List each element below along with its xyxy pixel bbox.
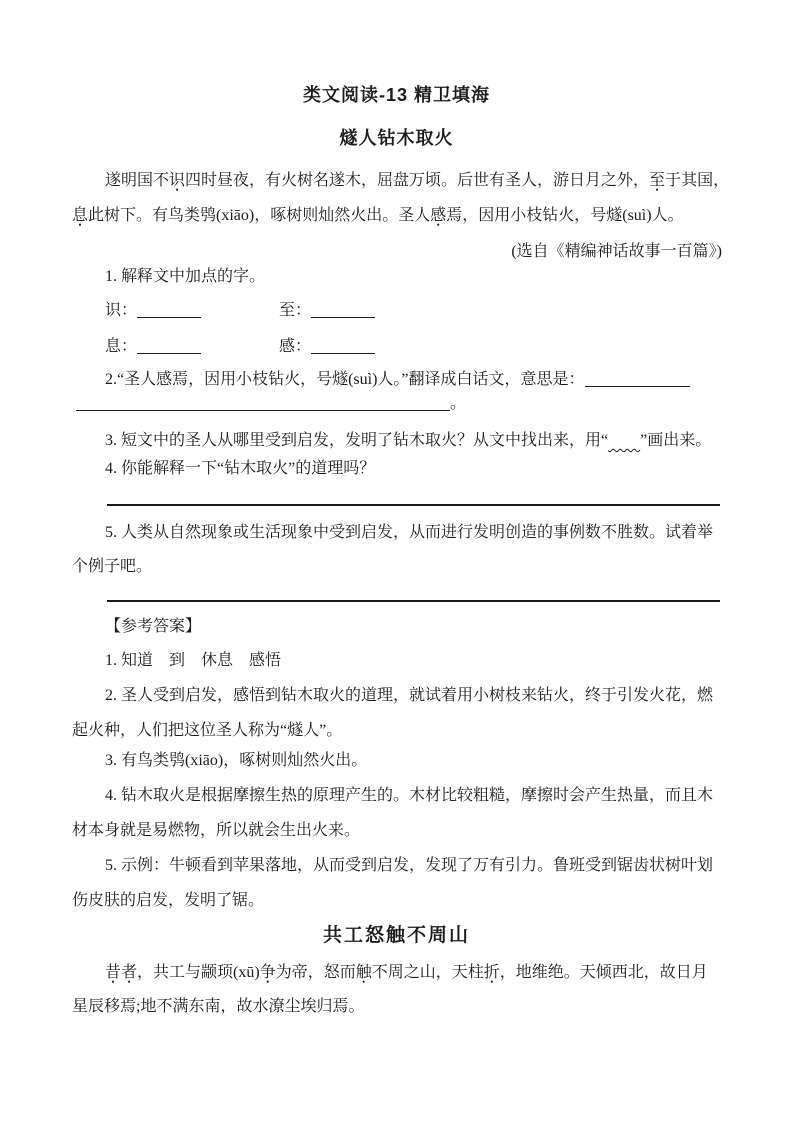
doc-title: 类文阅读-13 精卫填海 — [302, 85, 491, 105]
answer1: 1. 知道 到 休息 感悟 — [105, 652, 282, 669]
answer2-line2: 起火种，人们把这位圣人称为“燧人”。 — [72, 722, 343, 739]
question1-row1: 识： 至： — [105, 300, 375, 322]
question3: 3. 短文中的圣人从哪里受到启发，发明了钻木取火？从文中找出来，用“ ”画出来。 — [105, 432, 712, 449]
question1-row2: 息： 感： — [105, 336, 375, 358]
question4: 4. 你能解释一下“钻木取火”的道理吗？ — [105, 460, 376, 477]
question2-line1: 2.“圣人感焉，因用小枝钻火，号燧(suì)人。”翻译成白话文，意思是： — [105, 369, 690, 391]
answer2-line1: 2. 圣人受到启发，感悟到钻木取火的道理，就试着用小树枝来钻火，终于引发火花，燃 — [105, 687, 714, 704]
answer-rule-1 — [107, 504, 720, 506]
question1-label: 1. 解释文中加点的字。 — [105, 268, 266, 285]
answer-rule-2 — [107, 600, 720, 602]
passage2-line2: 星辰移焉;地不满东南，故水潦尘埃归焉。 — [72, 998, 365, 1015]
passage2-line1: 昔者，共工与颛顼(xū)争为帝，怒而触不周之山，天柱折，地维绝。天倾西北，故日月 — [105, 964, 708, 981]
answers-heading: 【参考答案】 — [105, 618, 202, 635]
question2-line2: 。 — [76, 393, 466, 415]
answer5-line2: 伤皮肤的启发，发明了锯。 — [72, 892, 265, 909]
question5-line2: 个例子吧。 — [72, 558, 153, 575]
answer4-line1: 4. 钻木取火是根据摩擦生热的原理产生的。木材比较粗糙，摩擦时会产生热量，而且木 — [105, 787, 714, 804]
answer3: 3. 有鸟类鸮(xiāo)，啄树则灿然火出。 — [105, 752, 368, 769]
passage1-source: (选自《精编神话故事一百篇》) — [511, 243, 722, 260]
section1-heading: 燧人钻木取火 — [339, 128, 454, 148]
section2-heading: 共工怒触不周山 — [322, 925, 470, 946]
passage1-line2: 息此树下。有鸟类鸮(xiāo)，啄树则灿然火出。圣人感焉，因用小枝钻火，号燧(suì)人。 — [72, 207, 684, 224]
answer5-line1: 5. 示例：牛顿看到苹果落地，从而受到启发，发现了万有引力。鲁班受到锯齿状树叶划 — [105, 857, 714, 874]
question5-line1: 5. 人类从自然现象或生活现象中受到启发，从而进行发明创造的事例数不胜数。试着举 — [105, 524, 714, 541]
passage1-line1: 遂明国不识四时昼夜，有火树名遂木，屈盘万顷。后世有圣人，游日月之外，至于其国， — [105, 172, 730, 189]
answer4-line2: 材本身就是易燃物，所以就会生出火来。 — [72, 822, 361, 839]
